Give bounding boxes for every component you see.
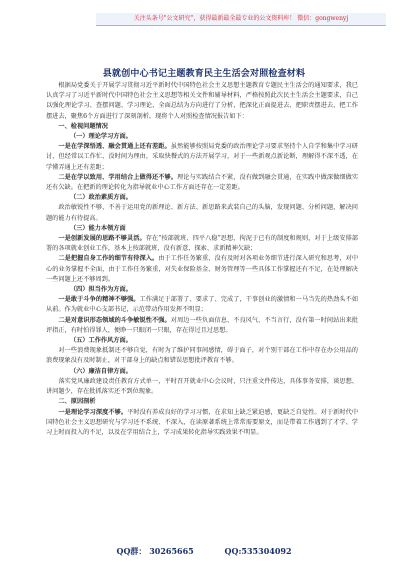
subsection-heading: （五）工作作风方面。 xyxy=(70,337,132,345)
paragraph-text: 落实党风廉政建设责任教育方式单一，平时召开就业中心会议时，只注重文件传达，具体事务安排，谈思想、讲问题少，存在批抓落实还不到位现象。 xyxy=(46,377,358,396)
document-title: 县就创中心书记主题教育民主生活会对照检查材料 xyxy=(102,69,306,79)
body-paragraph xyxy=(46,203,358,223)
body-paragraph xyxy=(46,234,358,254)
body-paragraph xyxy=(46,295,358,315)
document-body xyxy=(46,81,358,438)
paragraph-text: 虽然能够按照局党委的政治理论学习要求坚持个人自学和集中学习研讨，但经常以工作忙、没时间为理由，采取快餐式的方法开展学习，对于一些新观点新论断，理解得不深不透，在学懂弄通上还有差距； xyxy=(46,143,358,171)
body-paragraph xyxy=(46,81,358,122)
paragraph-text: 理论与实践结合不紧，没有做到融会贯通，在实践中做深做细做实还有欠缺。在把新的理论转化为指导就业中心工作方面还存在一定差距。 xyxy=(46,173,359,192)
paragraph-text: 对周边一些负面信息、不良风气、不当言行，没有第一时间站出来批评指正，有时怕得罪人，便睁一只眼闭一只眼，存在得过且过思想。 xyxy=(46,316,358,334)
paragraph-lead: 二是对意识形态领域的斗争敏锐性不强。 xyxy=(58,316,171,324)
subsection-heading: （六）廉洁自律方面。 xyxy=(70,367,132,375)
paragraph-text: 由于工作任务繁重，没有及时对各项业务细节进行深入研究和思考，对中心的业务掌握不全面，由于工作任务繁重，对失业保险基金、财务管理等一些具体工作掌握还有不足，在处理解决一些问题上还不够周到。 xyxy=(46,255,359,283)
paragraph-lead: 二是把握自身工作的细节有待深入。 xyxy=(58,255,159,263)
footer-qq: QQ:535304092 xyxy=(224,546,292,556)
subsection-heading: （一）理论学习方面。 xyxy=(70,133,132,141)
footer-qq-group: QQ群： 30265665 xyxy=(116,546,194,556)
paragraph-text: 平时没有养成良好的学习习惯，在求知上缺乏紧迫感，更缺乏自觉性。对于新时代中国特色社会主义思想研究与学习还不系统、不深入，在读原著系统上常常需要原文，而是带着工作遇到了才学、学习上时而投入的不足，以及在学用结合上，学习成果转化指导实践效果不明显。 xyxy=(46,408,359,436)
top-banner: 关注头条号"公文研究"，获得最新最全最专业的公文资料库！ 微信：gongwenyj xyxy=(96,13,386,26)
paragraph-lead: 二是在学以致用、学用结合上做得还不够。 xyxy=(58,173,178,181)
paragraph-lead: 一是敢于斗争的精神不够强。 xyxy=(58,296,140,304)
paragraph-text: 政治敏锐性不够，不善于运用党的新理论、新方法、新思路来武装自己的头脑，发现问题、分析问题，解决问题的能力有待提高。 xyxy=(46,204,358,222)
body-paragraph xyxy=(46,346,358,366)
body-paragraph xyxy=(46,173,358,193)
paragraph-lead: 一是创新发展的思路不够灵活。 xyxy=(58,235,146,243)
body-paragraph xyxy=(46,377,358,397)
footer-contact xyxy=(0,546,408,557)
subsection-heading: （四）担当作为方面。 xyxy=(70,286,132,294)
body-paragraph xyxy=(46,316,358,336)
body-paragraph xyxy=(46,142,358,173)
body-paragraph xyxy=(46,254,358,285)
paragraph-lead: 一是在学深悟透、融会贯通上还有差距。 xyxy=(58,143,171,151)
section-heading: 一、检视问题情况 xyxy=(58,122,108,130)
paragraph-text: 对一些浪费现象抵制还不够自觉，有时为了维护同事间感情，碍于面子，对个别干部在工作中存在办公用品的浪费现象没有及时制止，对干部身上的缺点和错误思想批评教育不够。 xyxy=(46,347,358,365)
subsection-heading: （二）政治素质方面。 xyxy=(70,194,132,202)
paragraph-text: 根据局党委关于开展学习贯彻习近平新时代中国特色社会主义思想主题教育专题民主生活会的通知要求，我已认真学习了习近平新时代中国特色社会主义思想等相关文件和辅导材料，严格按照此次民主生活会主题要求，自己以强化理论学习、查摆问题、学习理论、全面总结为方向进行了分析，把深化正面提进去、把职责摆进去、把工作摆进去，聚焦6个方面进行了深刻剖析。现将个人对照检查情况报告如下： xyxy=(46,82,358,120)
section-heading: 二、原因剖析 xyxy=(58,398,96,406)
paragraph-lead: 一是理论学习深度不够。 xyxy=(58,408,128,416)
body-paragraph xyxy=(46,408,358,439)
paragraph-text: 工作满足于部署了、要求了、完成了，干事创业的激情和一马当先的热劲头不如从前。作为就业中心支部书记，示范带动作用发挥不明显； xyxy=(46,296,359,314)
paragraph-text: 存在“按部就班、四平八稳”思想，拘泥于已有的制度和规则，对于上级安排部署的各项就业创业工作，基本上按部就班，没有新意，探索、求新精神欠缺； xyxy=(46,235,359,253)
subsection-heading: （三）能力本领方面 xyxy=(70,224,126,232)
